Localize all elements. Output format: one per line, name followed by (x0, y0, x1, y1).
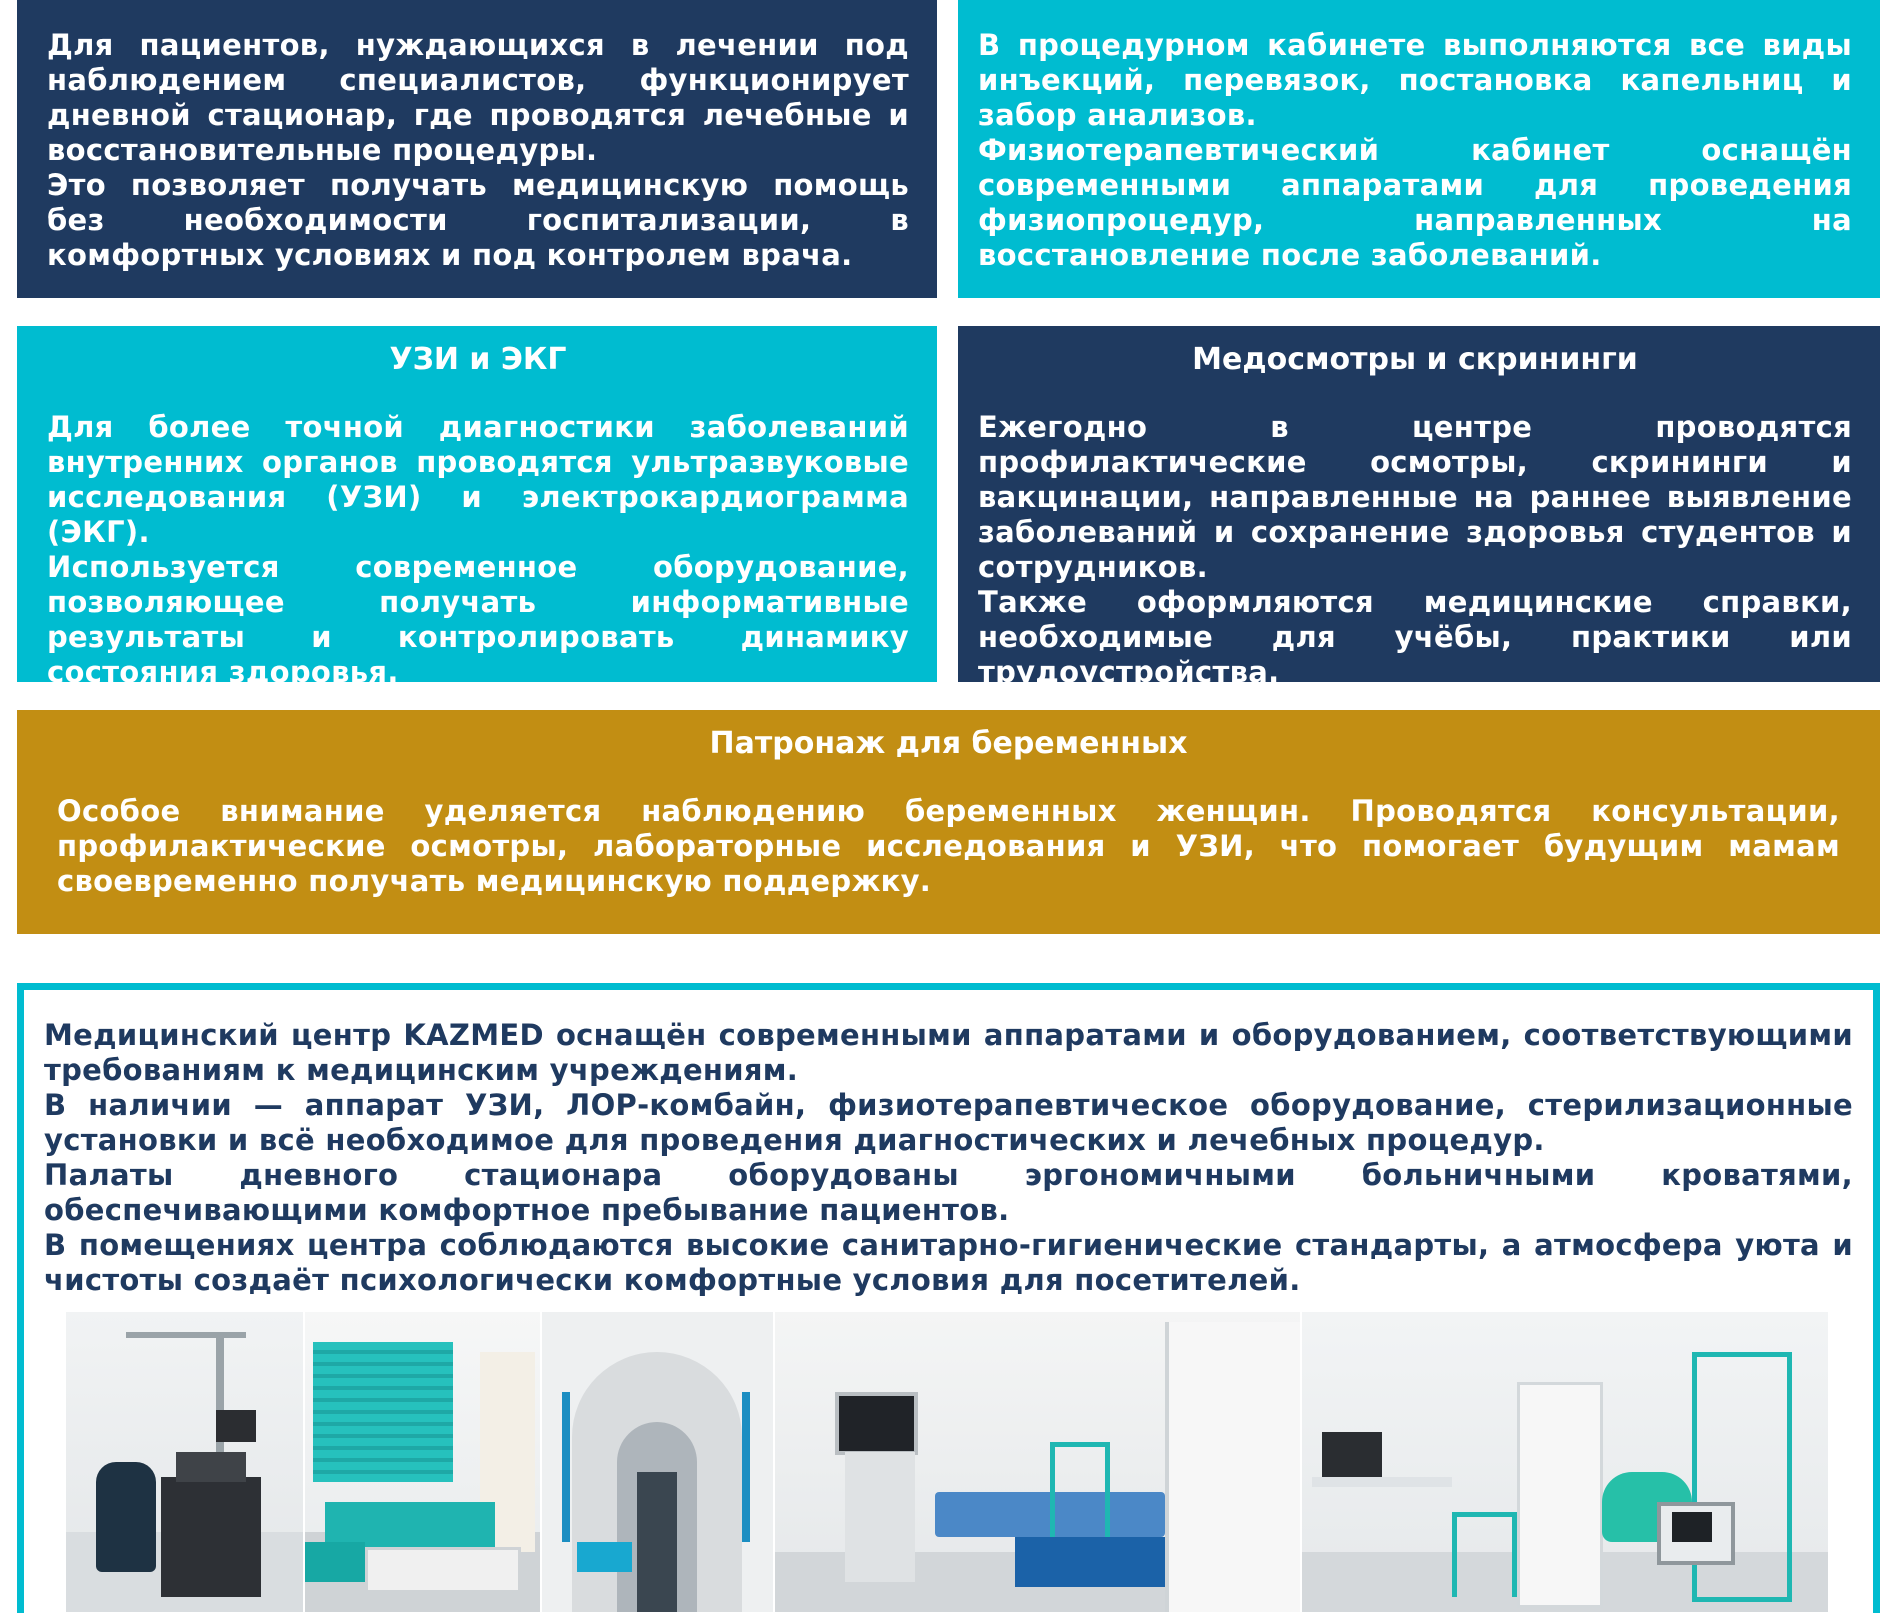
equipment-section (17, 983, 1880, 1613)
procedure-room-text-2: Физиотерапевтический кабинет оснащён современными аппаратами для проведения физиопроцедур, направленных на восстановление после заболеваний. (978, 133, 1852, 272)
pregnancy-care-text: Особое внимание уделяется наблюдению беременных женщин. Проводятся консультации, профилактические осмотры, лабораторные исследования и УЗИ, что помогает будущим мамам своевременно получать медицинскую поддержку. (57, 794, 1840, 898)
checkups-card (958, 326, 1880, 689)
ultrasound-ecg-text-1: Для более точной диагностики заболеваний внутренних органов проводятся ультразвуковые исследования (УЗИ) и электрокардиограмма (ЭКГ). (47, 410, 909, 549)
ent-room-photo (66, 1312, 303, 1612)
ultrasound-ecg-card (17, 326, 937, 689)
equipment-text-1: Медицинский центр KAZMED оснащён современными аппаратами и оборудованием, соответствующими требованиям к медицинским учреждениям. (44, 1018, 1853, 1087)
pregnancy-care-title: Патронаж для беременных (709, 726, 1188, 761)
equipment-text-2: В наличии — аппарат УЗИ, ЛОР-комбайн, физиотерапевтическое оборудование, стерилизационные установки и всё необходимое для проведения диагностических и лечебных процедур. (44, 1088, 1853, 1157)
checkups-title: Медосмотры и скрининги (1192, 342, 1638, 377)
checkups-text-1: Ежегодно в центре проводятся профилактические осмотры, скрининги и вакцинации, направленные на раннее выявление заболеваний и сохранение здоровья студентов и сотрудников. (978, 410, 1852, 584)
day-hospital-text-1: Для пациентов, нуждающихся в лечении под наблюдением специалистов, функционирует дневной стационар, где проводятся лечебные и восстановительные процедуры. (47, 28, 909, 167)
ultrasound-ecg-text-2: Используется современное оборудование, позволяющее получать информативные результаты и контролировать динамику состояния здоровья. (47, 550, 909, 689)
ultrasound-room-photo (773, 1312, 1301, 1612)
pregnancy-care-card (17, 710, 1880, 934)
equipment-text-3: Палаты дневного стационара оборудованы эргономичными больничными кроватями, обеспечивающими комфортное пребывание пациентов. (44, 1158, 1853, 1227)
ward-photo (303, 1312, 540, 1612)
day-hospital-text-2: Это позволяет получать медицинскую помощь без необходимости госпитализации, в комфортных условиях и под контролем врача. (47, 168, 909, 272)
day-hospital-card (17, 0, 937, 298)
ultrasound-ecg-title: УЗИ и ЭКГ (389, 342, 567, 377)
equipment-text-4: В помещениях центра соблюдаются высокие санитарно-гигиенические стандарты, а атмосфера уюта и чистоты создаёт психологически комфортные условия для посетителей. (44, 1228, 1853, 1297)
checkups-text-2: Также оформляются медицинские справки, необходимые для учёбы, практики или трудоустройства. (978, 585, 1852, 689)
facility-photo-strip (66, 1312, 1828, 1612)
procedure-room-card (958, 0, 1880, 298)
corridor-photo (540, 1312, 773, 1612)
procedure-room-text-1: В процедурном кабинете выполняются все виды инъекций, перевязок, постановка капельниц и забор анализов. (978, 28, 1852, 132)
gynecology-room-photo (1300, 1312, 1828, 1612)
